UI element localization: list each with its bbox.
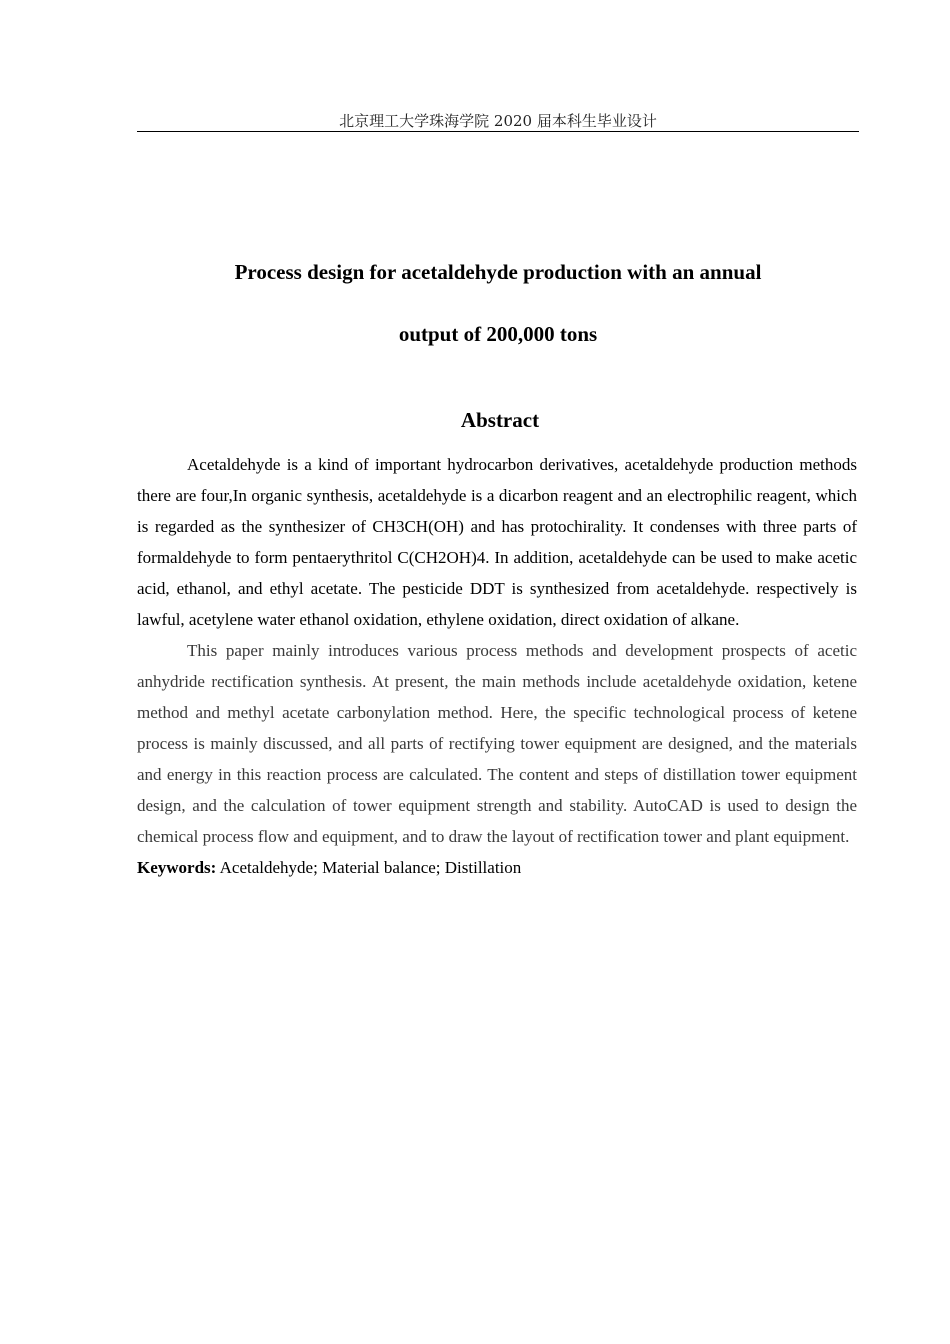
abstract-heading: Abstract <box>460 408 540 432</box>
keywords-label: Keywords: <box>137 858 217 877</box>
keywords-line <box>137 852 857 883</box>
header-rule <box>137 131 859 132</box>
abstract-body <box>137 449 857 883</box>
abstract-paragraph-1: Acetaldehyde is a kind of important hydrocarbon derivatives, acetaldehyde production methods there are four,In organic synthesis, acetaldehyde is a dicarbon reagent and an electrophilic reagent, which is regarded as the synthesizer of CH3CH(OH) and has protochirality. It condenses with three parts of formaldehyde to form pentaerythritol C(CH2OH)4. In addition, acetaldehyde can be used to make acetic acid, ethanol, and ethyl acetate. The pesticide DDT is synthesized from acetaldehyde. respectively is lawful, acetylene water ethanol oxidation, ethylene oxidation, direct oxidation of alkane. <box>137 455 857 629</box>
paper-title <box>137 252 859 354</box>
paper-title-line-2: output of 200,000 tons <box>398 322 598 346</box>
keywords-value: Acetaldehyde; Material balance; Distillation <box>219 858 522 877</box>
abstract-paragraph-2: This paper mainly introduces various process methods and development prospects of acetic anhydride rectification synthesis. At present, the main methods include acetaldehyde oxidation, ketene method and methyl acetate carbonylation method. Here, the specific technological process of ketene process is mainly discussed, and all parts of rectifying tower equipment are designed, and the materials and energy in this reaction process are calculated. The content and steps of distillation tower equipment design, and the calculation of tower equipment strength and stability. AutoCAD is used to design the chemical process flow and equipment, and to draw the layout of rectification tower and plant equipment. <box>137 641 857 846</box>
running-header: 北京理工大学珠海学院 2020 届本科生毕业设计 <box>339 112 657 130</box>
paper-title-line-1: Process design for acetaldehyde production with an annual <box>234 260 762 284</box>
